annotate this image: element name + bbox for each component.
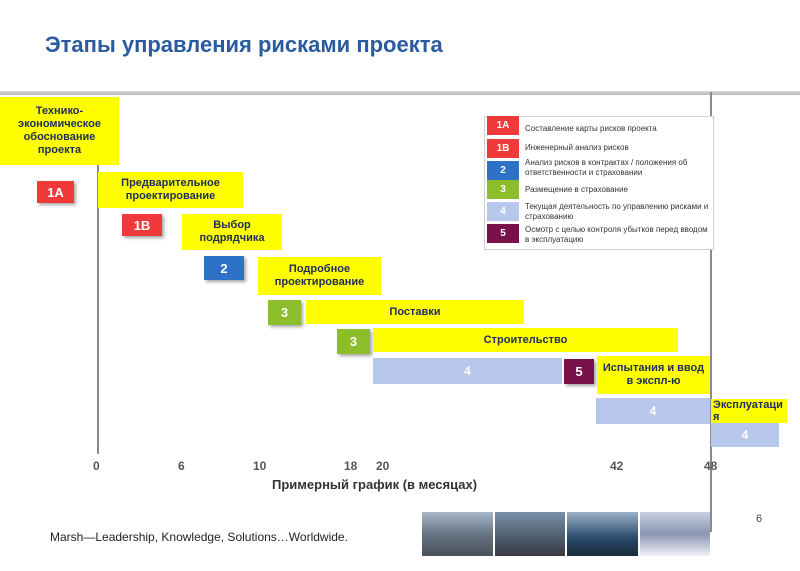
footer-tagline: Marsh—Leadership, Knowledge, Solutions…Worldwide. xyxy=(50,530,348,544)
refinery-photo xyxy=(495,512,566,556)
badge-3-detailed: 3 xyxy=(268,300,301,325)
stage-commissioning: Испытания и ввод в экспл-ю xyxy=(597,356,710,394)
x-tick-18: 18 xyxy=(344,459,358,473)
badge-4-commissioning: 4 xyxy=(596,398,710,424)
x-tick-20: 20 xyxy=(376,459,390,473)
offshore-photo xyxy=(567,512,638,556)
x-tick-6: 6 xyxy=(178,459,185,473)
legend-text-3: Размещение в страхование xyxy=(525,185,628,194)
badge-4-construction: 4 xyxy=(373,358,562,384)
header-divider xyxy=(0,91,800,95)
legend-badge-1b: 1B xyxy=(487,139,519,158)
badge-1a: 1A xyxy=(37,181,74,203)
stage-supplies: Поставки xyxy=(306,300,524,324)
badge-3-supplies: 3 xyxy=(337,329,370,354)
legend-badge-2: 2 xyxy=(487,161,519,180)
legend-badge-5: 5 xyxy=(487,224,519,243)
footer-photo-strip xyxy=(422,512,710,556)
legend-text-4: Текущая деятельность по управлению рисками и страхованию xyxy=(525,202,709,221)
x-tick-0: 0 xyxy=(93,459,100,473)
badge-5: 5 xyxy=(564,359,594,384)
stage-detailed-design: Подробное проектирование xyxy=(258,257,381,295)
stage-preliminary-design: Предварительное проектирование xyxy=(98,172,243,208)
badge-1b: 1B xyxy=(122,214,162,236)
stage-construction: Строительство xyxy=(373,328,678,352)
page-number: 6 xyxy=(756,513,763,525)
legend-badge-3: 3 xyxy=(487,180,519,199)
x-tick-10: 10 xyxy=(253,459,267,473)
x-axis-title: Примерный график (в месяцах) xyxy=(272,477,478,492)
tanks-photo xyxy=(640,512,711,556)
badge-4-operation: 4 xyxy=(711,423,779,447)
legend-text-1b: Инженерный анализ рисков xyxy=(525,143,629,152)
legend-text-5: Осмотр с целью контроля убытков перед вводом в эксплуатацию xyxy=(525,225,708,244)
stage-operation: Эксплуатация xyxy=(711,399,787,423)
badge-2: 2 xyxy=(204,256,244,280)
legend-text-2: Анализ рисков в контрактах / положения об ответственности и страховании xyxy=(525,158,688,177)
legend-badge-1a: 1A xyxy=(487,116,519,135)
stage-feasibility: Технико-экономическое обоснование проекта xyxy=(0,97,119,165)
x-tick-48: 48 xyxy=(704,459,718,473)
stage-contractor-selection: Выбор подрядчика xyxy=(182,214,282,250)
legend-text-1a: Составление карты рисков проекта xyxy=(525,124,657,133)
page-title: Этапы управления рисками проекта xyxy=(45,32,443,57)
industrial-photo xyxy=(422,512,493,556)
x-tick-42: 42 xyxy=(610,459,624,473)
legend-badge-4: 4 xyxy=(487,202,519,221)
